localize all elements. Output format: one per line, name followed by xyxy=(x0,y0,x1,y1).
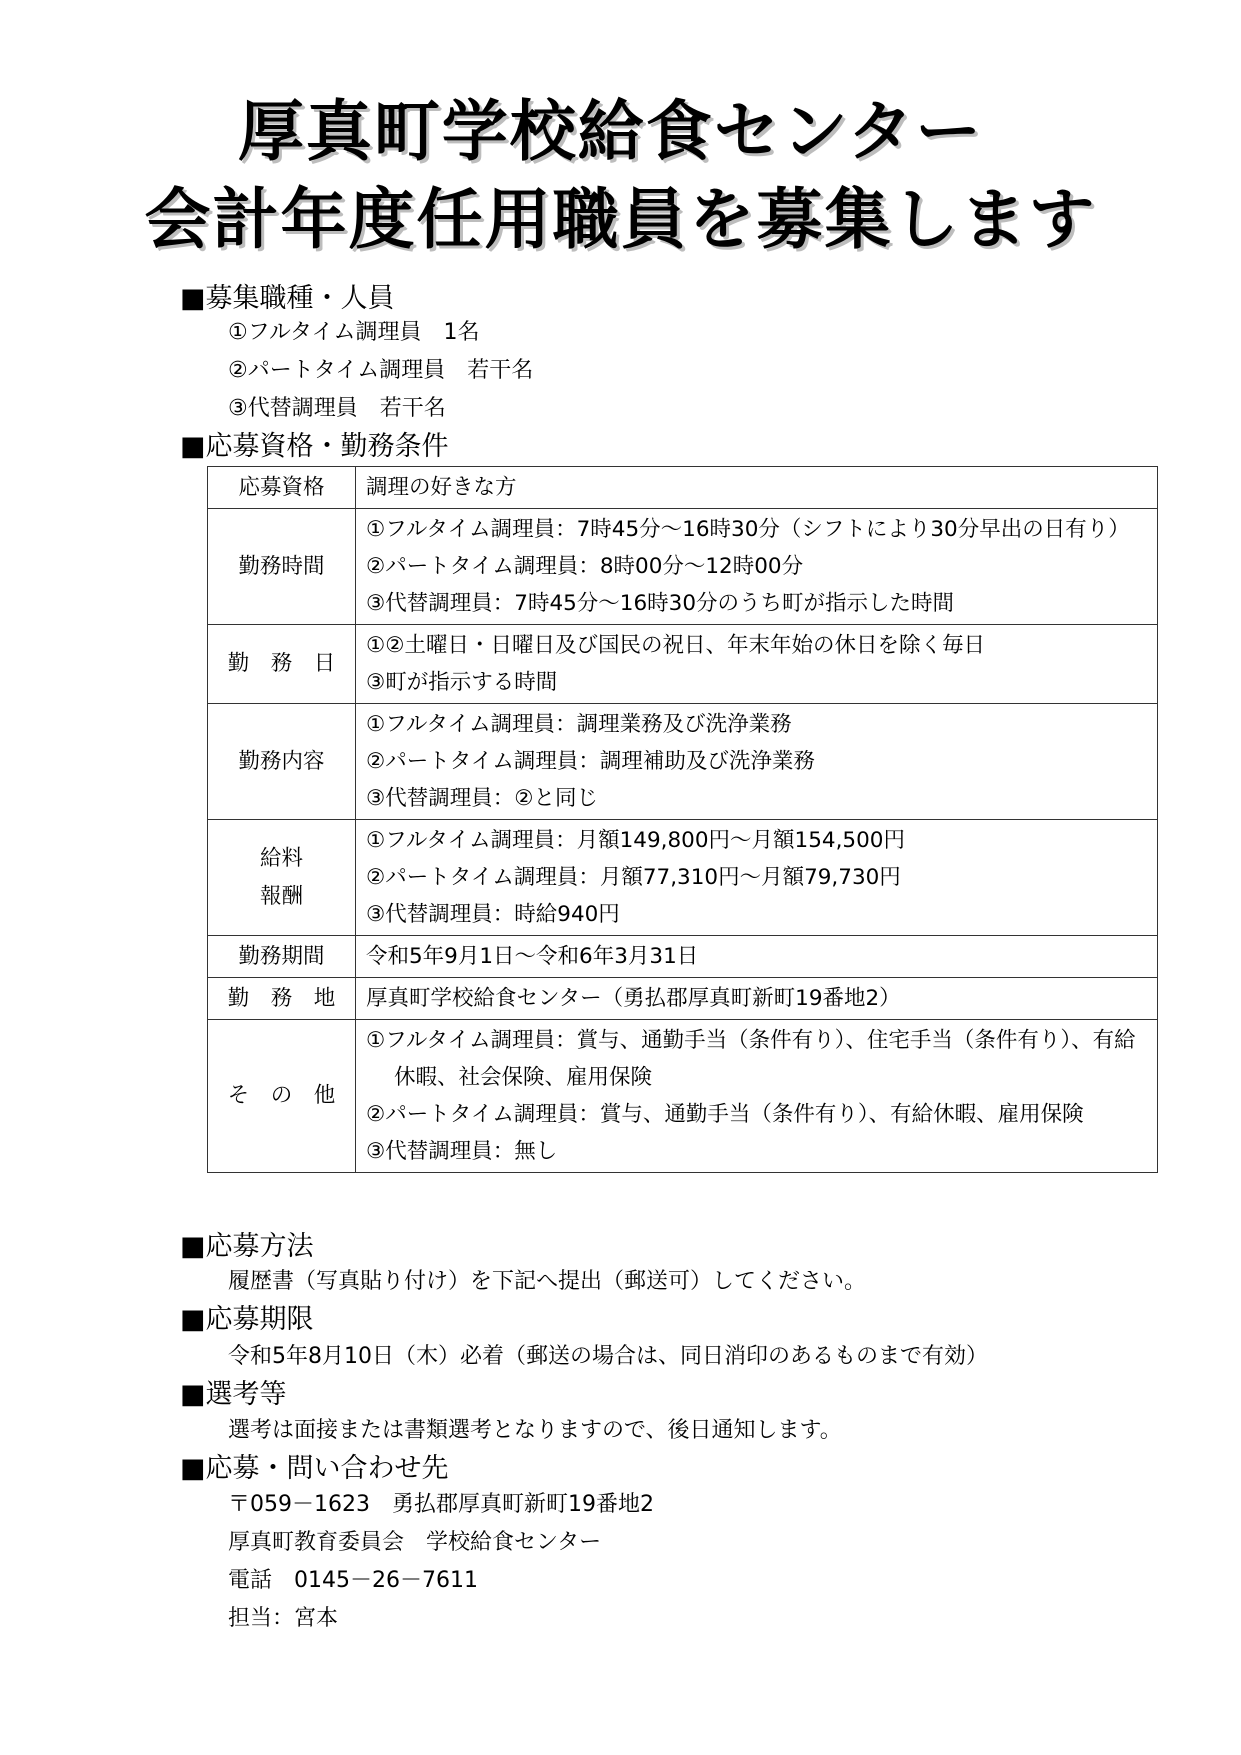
value-line: ①②土曜日・日曜日及び国民の祝日、年末年始の休日を除く毎日 xyxy=(366,633,986,658)
value-line: ③代替調理員：7時45分～16時30分のうち町が指示した時間 xyxy=(366,591,955,616)
table-row xyxy=(208,820,1158,936)
row-label-salary xyxy=(208,820,356,936)
row-label-workdays: 勤 務 日 xyxy=(208,625,356,704)
method-heading: ■応募方法 xyxy=(180,1231,314,1262)
row-label-other: そ の 他 xyxy=(208,1020,356,1173)
value-line: ①フルタイム調理員：調理業務及び洗浄業務 xyxy=(366,712,792,737)
value-line: ③代替調理員：無し xyxy=(366,1139,558,1164)
position-item-substitute: ③代替調理員 若干名 xyxy=(228,396,446,421)
selection-heading: ■選考等 xyxy=(180,1379,287,1410)
conditions-table xyxy=(207,466,1158,1173)
table-row xyxy=(208,936,1158,978)
row-value-workdays xyxy=(356,625,1158,704)
deadline-text: 令和5年8月10日（木）必着（郵送の場合は、同日消印のあるものまで有効） xyxy=(228,1344,988,1369)
salary-label-line2: 報酬 xyxy=(259,883,303,909)
deadline-heading: ■応募期限 xyxy=(180,1304,314,1335)
row-label-period: 勤務期間 xyxy=(208,936,356,978)
title-line-1: 厚真町学校給食センター xyxy=(237,93,984,170)
position-item-parttime: ②パートタイム調理員 若干名 xyxy=(228,358,534,383)
row-value-salary xyxy=(356,820,1158,936)
row-value-other xyxy=(356,1020,1158,1173)
row-label-qualification: 応募資格 xyxy=(208,467,356,509)
salary-label-line1: 給料 xyxy=(259,845,303,871)
table-row xyxy=(208,978,1158,1020)
row-value-hours xyxy=(356,509,1158,625)
conditions-heading: ■応募資格・勤務条件 xyxy=(180,431,449,462)
value-line: ②パートタイム調理員：8時00分～12時00分 xyxy=(366,554,804,579)
selection-text: 選考は面接または書類選考となりますので、後日通知します。 xyxy=(228,1418,842,1443)
row-label-duties: 勤務内容 xyxy=(208,704,356,820)
method-text: 履歴書（写真貼り付け）を下記へ提出（郵送可）してください。 xyxy=(228,1269,867,1294)
value-line: ③代替調理員：②と同じ xyxy=(366,786,599,811)
contact-address: 〒059－1623 勇払郡厚真町新町19番地2 xyxy=(228,1492,654,1517)
table-row xyxy=(208,1020,1158,1173)
value-line: 調理の好きな方 xyxy=(366,475,517,500)
value-line: 厚真町学校給食センター（勇払郡厚真町新町19番地2） xyxy=(366,986,901,1011)
row-value-qualification xyxy=(356,467,1158,509)
value-line: ②パートタイム調理員：調理補助及び洗浄業務 xyxy=(366,749,815,774)
value-line: ③代替調理員：時給940円 xyxy=(366,902,620,927)
value-line: ③町が指示する時間 xyxy=(366,670,558,695)
contact-organization: 厚真町教育委員会 学校給食センター xyxy=(228,1530,602,1555)
contact-person: 担当：宮本 xyxy=(228,1606,339,1631)
contact-phone: 電話 0145－26－7611 xyxy=(228,1568,478,1593)
value-line: ②パートタイム調理員：賞与、通勤手当（条件有り）、有給休暇、雇用保険 xyxy=(366,1102,1084,1127)
table-row xyxy=(208,625,1158,704)
value-line: 令和5年9月1日～令和6年3月31日 xyxy=(366,944,699,969)
row-value-duties xyxy=(356,704,1158,820)
row-label-hours: 勤務時間 xyxy=(208,509,356,625)
title-line-2: 会計年度任用職員を募集します xyxy=(144,181,1097,258)
value-line: ①フルタイム調理員：7時45分～16時30分（シフトにより30分早出の日有り） xyxy=(366,517,1130,542)
row-value-location xyxy=(356,978,1158,1020)
row-label-location: 勤 務 地 xyxy=(208,978,356,1020)
table-row xyxy=(208,509,1158,625)
table-row xyxy=(208,704,1158,820)
position-item-fulltime: ①フルタイム調理員 1名 xyxy=(228,320,480,345)
value-line: ①フルタイム調理員：月額149,800円～月額154,500円 xyxy=(366,828,905,853)
value-line: ①フルタイム調理員：賞与、通勤手当（条件有り）、住宅手当（条件有り）、有給休暇、社会保険、雇用保険 xyxy=(366,1028,1136,1090)
table-row xyxy=(208,467,1158,509)
value-line: ②パートタイム調理員：月額77,310円～月額79,730円 xyxy=(366,865,901,890)
contact-heading: ■応募・問い合わせ先 xyxy=(180,1453,449,1484)
row-value-period xyxy=(356,936,1158,978)
positions-heading: ■募集職種・人員 xyxy=(180,283,395,314)
